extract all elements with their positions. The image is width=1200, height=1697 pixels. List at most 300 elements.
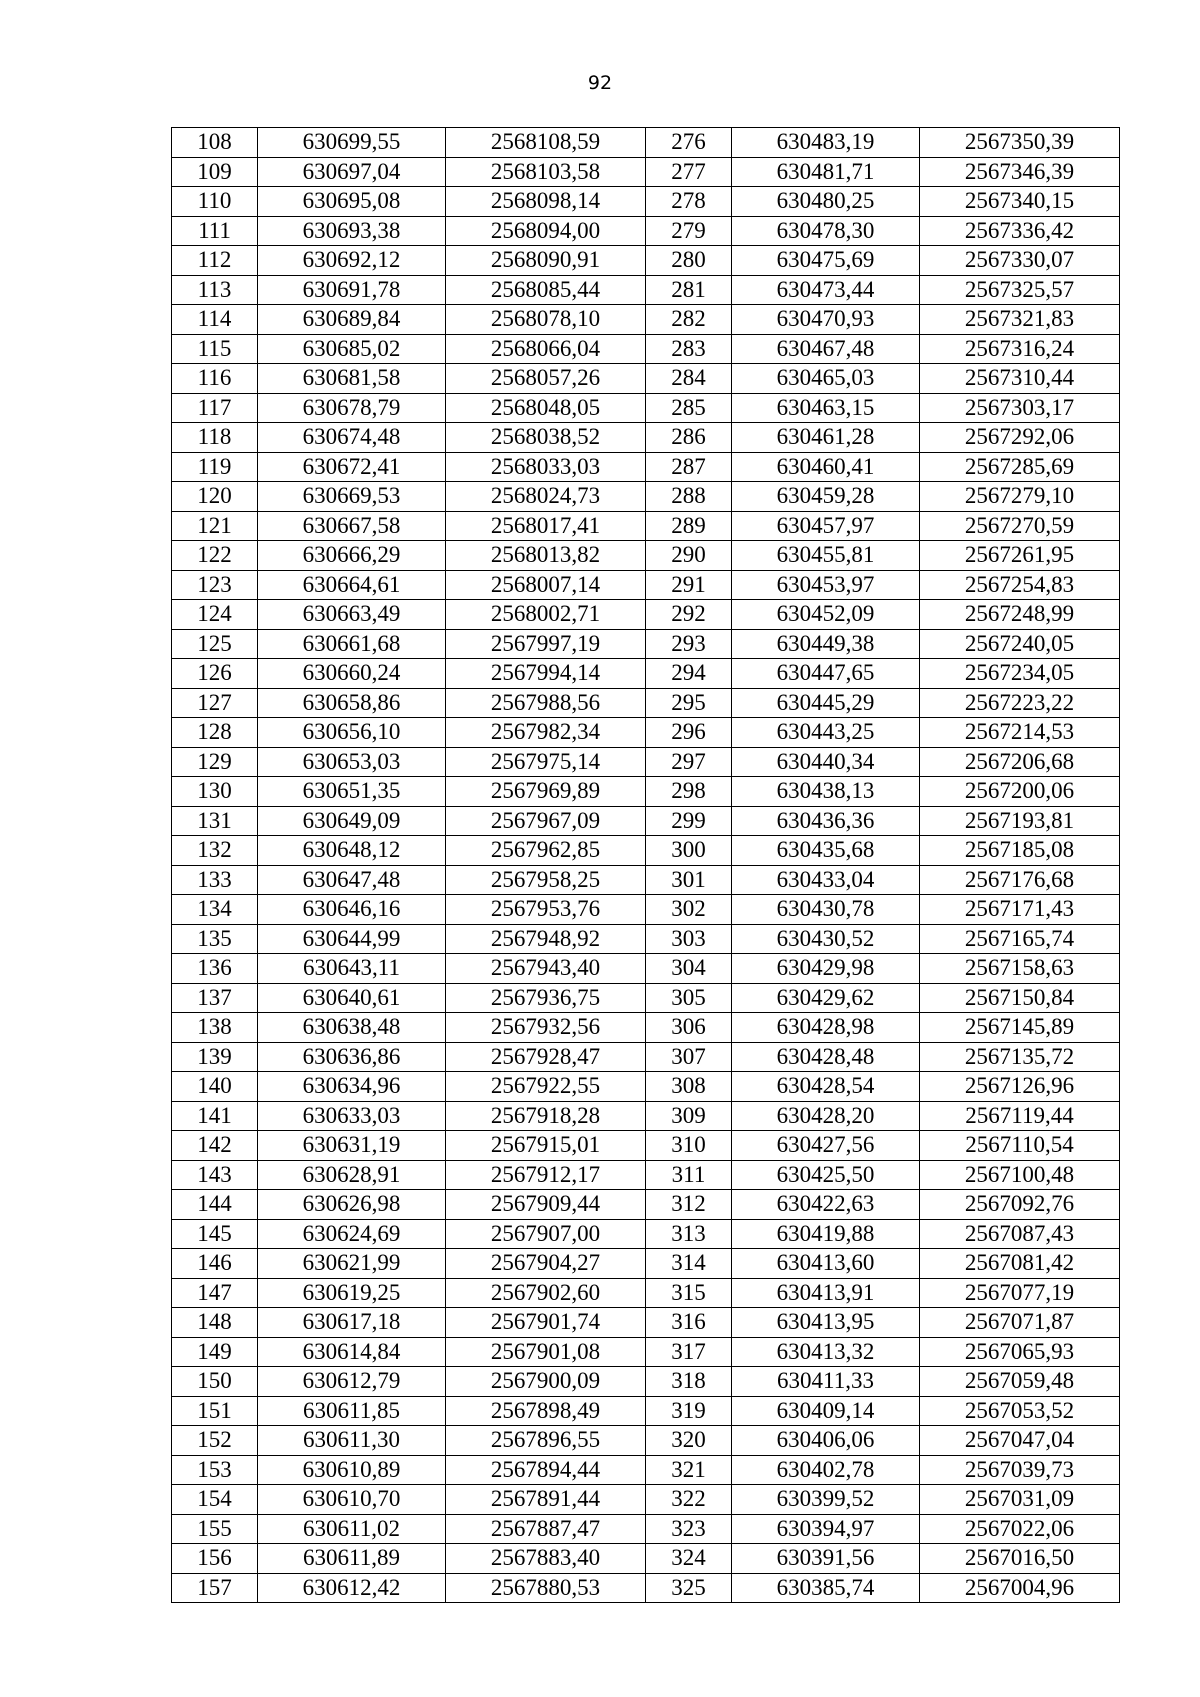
table-row (172, 1160, 1120, 1190)
x-coordinate-cell: 630473,44 (732, 275, 920, 305)
point-number-cell: 125 (172, 629, 258, 659)
x-coordinate-cell: 630449,38 (732, 629, 920, 659)
x-coordinate-cell: 630674,48 (258, 423, 446, 453)
table-row (172, 1367, 1120, 1397)
table-row (172, 659, 1120, 689)
table-row (172, 334, 1120, 364)
point-number-cell: 300 (646, 836, 732, 866)
y-coordinate-cell: 2568085,44 (446, 275, 646, 305)
y-coordinate-cell: 2567340,15 (920, 187, 1120, 217)
x-coordinate-cell: 630428,54 (732, 1072, 920, 1102)
point-number-cell: 305 (646, 983, 732, 1013)
table-row (172, 1308, 1120, 1338)
y-coordinate-cell: 2568017,41 (446, 511, 646, 541)
x-coordinate-cell: 630656,10 (258, 718, 446, 748)
x-coordinate-cell: 630612,42 (258, 1573, 446, 1603)
table-row (172, 1190, 1120, 1220)
table-row (172, 1485, 1120, 1515)
table-row (172, 305, 1120, 335)
table-row (172, 1426, 1120, 1456)
y-coordinate-cell: 2567110,54 (920, 1131, 1120, 1161)
table-row (172, 1455, 1120, 1485)
point-number-cell: 311 (646, 1160, 732, 1190)
table-row (172, 216, 1120, 246)
point-number-cell: 156 (172, 1544, 258, 1574)
y-coordinate-cell: 2567248,99 (920, 600, 1120, 630)
point-number-cell: 306 (646, 1013, 732, 1043)
point-number-cell: 131 (172, 806, 258, 836)
point-number-cell: 279 (646, 216, 732, 246)
point-number-cell: 316 (646, 1308, 732, 1338)
y-coordinate-cell: 2567967,09 (446, 806, 646, 836)
y-coordinate-cell: 2568048,05 (446, 393, 646, 423)
y-coordinate-cell: 2567065,93 (920, 1337, 1120, 1367)
point-number-cell: 129 (172, 747, 258, 777)
x-coordinate-cell: 630693,38 (258, 216, 446, 246)
table-row (172, 511, 1120, 541)
point-number-cell: 323 (646, 1514, 732, 1544)
point-number-cell: 145 (172, 1219, 258, 1249)
y-coordinate-cell: 2567336,42 (920, 216, 1120, 246)
y-coordinate-cell: 2567004,96 (920, 1573, 1120, 1603)
table-row (172, 423, 1120, 453)
y-coordinate-cell: 2567261,95 (920, 541, 1120, 571)
table-row (172, 275, 1120, 305)
y-coordinate-cell: 2567912,17 (446, 1160, 646, 1190)
point-number-cell: 277 (646, 157, 732, 187)
point-number-cell: 157 (172, 1573, 258, 1603)
point-number-cell: 309 (646, 1101, 732, 1131)
y-coordinate-cell: 2567303,17 (920, 393, 1120, 423)
point-number-cell: 123 (172, 570, 258, 600)
x-coordinate-cell: 630429,62 (732, 983, 920, 1013)
point-number-cell: 313 (646, 1219, 732, 1249)
y-coordinate-cell: 2567081,42 (920, 1249, 1120, 1279)
table-row (172, 1042, 1120, 1072)
y-coordinate-cell: 2567171,43 (920, 895, 1120, 925)
x-coordinate-cell: 630669,53 (258, 482, 446, 512)
y-coordinate-cell: 2567100,48 (920, 1160, 1120, 1190)
point-number-cell: 149 (172, 1337, 258, 1367)
y-coordinate-cell: 2567310,44 (920, 364, 1120, 394)
point-number-cell: 109 (172, 157, 258, 187)
x-coordinate-cell: 630633,03 (258, 1101, 446, 1131)
point-number-cell: 152 (172, 1426, 258, 1456)
point-number-cell: 321 (646, 1455, 732, 1485)
y-coordinate-cell: 2567016,50 (920, 1544, 1120, 1574)
x-coordinate-cell: 630691,78 (258, 275, 446, 305)
y-coordinate-cell: 2567158,63 (920, 954, 1120, 984)
y-coordinate-cell: 2567918,28 (446, 1101, 646, 1131)
table-row (172, 128, 1120, 158)
point-number-cell: 117 (172, 393, 258, 423)
table-row (172, 1131, 1120, 1161)
point-number-cell: 120 (172, 482, 258, 512)
x-coordinate-cell: 630663,49 (258, 600, 446, 630)
y-coordinate-cell: 2567350,39 (920, 128, 1120, 158)
point-number-cell: 319 (646, 1396, 732, 1426)
point-number-cell: 124 (172, 600, 258, 630)
y-coordinate-cell: 2567039,73 (920, 1455, 1120, 1485)
x-coordinate-cell: 630457,97 (732, 511, 920, 541)
x-coordinate-cell: 630385,74 (732, 1573, 920, 1603)
x-coordinate-cell: 630695,08 (258, 187, 446, 217)
x-coordinate-cell: 630455,81 (732, 541, 920, 571)
x-coordinate-cell: 630443,25 (732, 718, 920, 748)
table-row (172, 1072, 1120, 1102)
x-coordinate-cell: 630628,91 (258, 1160, 446, 1190)
point-number-cell: 322 (646, 1485, 732, 1515)
point-number-cell: 155 (172, 1514, 258, 1544)
table-row (172, 1278, 1120, 1308)
y-coordinate-cell: 2567316,24 (920, 334, 1120, 364)
x-coordinate-cell: 630409,14 (732, 1396, 920, 1426)
y-coordinate-cell: 2567969,89 (446, 777, 646, 807)
y-coordinate-cell: 2567240,05 (920, 629, 1120, 659)
y-coordinate-cell: 2567126,96 (920, 1072, 1120, 1102)
x-coordinate-cell: 630611,02 (258, 1514, 446, 1544)
coordinates-table-body (172, 128, 1120, 1603)
point-number-cell: 119 (172, 452, 258, 482)
point-number-cell: 293 (646, 629, 732, 659)
point-number-cell: 283 (646, 334, 732, 364)
point-number-cell: 324 (646, 1544, 732, 1574)
table-row (172, 1337, 1120, 1367)
y-coordinate-cell: 2567894,44 (446, 1455, 646, 1485)
point-number-cell: 299 (646, 806, 732, 836)
table-row (172, 954, 1120, 984)
table-row (172, 747, 1120, 777)
y-coordinate-cell: 2567997,19 (446, 629, 646, 659)
point-number-cell: 141 (172, 1101, 258, 1131)
table-row (172, 452, 1120, 482)
point-number-cell: 134 (172, 895, 258, 925)
point-number-cell: 140 (172, 1072, 258, 1102)
y-coordinate-cell: 2567200,06 (920, 777, 1120, 807)
point-number-cell: 147 (172, 1278, 258, 1308)
x-coordinate-cell: 630447,65 (732, 659, 920, 689)
x-coordinate-cell: 630614,84 (258, 1337, 446, 1367)
x-coordinate-cell: 630610,70 (258, 1485, 446, 1515)
point-number-cell: 304 (646, 954, 732, 984)
table-row (172, 983, 1120, 1013)
x-coordinate-cell: 630611,30 (258, 1426, 446, 1456)
x-coordinate-cell: 630643,11 (258, 954, 446, 984)
point-number-cell: 110 (172, 187, 258, 217)
x-coordinate-cell: 630470,93 (732, 305, 920, 335)
table-row (172, 718, 1120, 748)
table-row (172, 393, 1120, 423)
point-number-cell: 136 (172, 954, 258, 984)
table-row (172, 895, 1120, 925)
point-number-cell: 317 (646, 1337, 732, 1367)
x-coordinate-cell: 630480,25 (732, 187, 920, 217)
x-coordinate-cell: 630666,29 (258, 541, 446, 571)
point-number-cell: 148 (172, 1308, 258, 1338)
y-coordinate-cell: 2568013,82 (446, 541, 646, 571)
point-number-cell: 314 (646, 1249, 732, 1279)
y-coordinate-cell: 2567904,27 (446, 1249, 646, 1279)
x-coordinate-cell: 630685,02 (258, 334, 446, 364)
x-coordinate-cell: 630649,09 (258, 806, 446, 836)
point-number-cell: 133 (172, 865, 258, 895)
point-number-cell: 281 (646, 275, 732, 305)
x-coordinate-cell: 630475,69 (732, 246, 920, 276)
y-coordinate-cell: 2567150,84 (920, 983, 1120, 1013)
x-coordinate-cell: 630428,48 (732, 1042, 920, 1072)
x-coordinate-cell: 630445,29 (732, 688, 920, 718)
y-coordinate-cell: 2567292,06 (920, 423, 1120, 453)
x-coordinate-cell: 630459,28 (732, 482, 920, 512)
point-number-cell: 289 (646, 511, 732, 541)
y-coordinate-cell: 2567901,74 (446, 1308, 646, 1338)
y-coordinate-cell: 2567932,56 (446, 1013, 646, 1043)
x-coordinate-cell: 630638,48 (258, 1013, 446, 1043)
x-coordinate-cell: 630621,99 (258, 1249, 446, 1279)
y-coordinate-cell: 2567279,10 (920, 482, 1120, 512)
x-coordinate-cell: 630391,56 (732, 1544, 920, 1574)
x-coordinate-cell: 630435,68 (732, 836, 920, 866)
x-coordinate-cell: 630430,78 (732, 895, 920, 925)
y-coordinate-cell: 2567145,89 (920, 1013, 1120, 1043)
x-coordinate-cell: 630653,03 (258, 747, 446, 777)
x-coordinate-cell: 630617,18 (258, 1308, 446, 1338)
table-row (172, 364, 1120, 394)
y-coordinate-cell: 2567330,07 (920, 246, 1120, 276)
x-coordinate-cell: 630660,24 (258, 659, 446, 689)
point-number-cell: 307 (646, 1042, 732, 1072)
point-number-cell: 151 (172, 1396, 258, 1426)
y-coordinate-cell: 2568038,52 (446, 423, 646, 453)
y-coordinate-cell: 2568094,00 (446, 216, 646, 246)
x-coordinate-cell: 630612,79 (258, 1367, 446, 1397)
point-number-cell: 111 (172, 216, 258, 246)
y-coordinate-cell: 2568098,14 (446, 187, 646, 217)
y-coordinate-cell: 2567953,76 (446, 895, 646, 925)
y-coordinate-cell: 2567193,81 (920, 806, 1120, 836)
x-coordinate-cell: 630626,98 (258, 1190, 446, 1220)
point-number-cell: 276 (646, 128, 732, 158)
y-coordinate-cell: 2567915,01 (446, 1131, 646, 1161)
point-number-cell: 303 (646, 924, 732, 954)
table-row (172, 836, 1120, 866)
point-number-cell: 295 (646, 688, 732, 718)
point-number-cell: 132 (172, 836, 258, 866)
y-coordinate-cell: 2567898,49 (446, 1396, 646, 1426)
x-coordinate-cell: 630438,13 (732, 777, 920, 807)
y-coordinate-cell: 2567891,44 (446, 1485, 646, 1515)
point-number-cell: 146 (172, 1249, 258, 1279)
y-coordinate-cell: 2567928,47 (446, 1042, 646, 1072)
x-coordinate-cell: 630658,86 (258, 688, 446, 718)
y-coordinate-cell: 2568024,73 (446, 482, 646, 512)
y-coordinate-cell: 2567346,39 (920, 157, 1120, 187)
point-number-cell: 282 (646, 305, 732, 335)
point-number-cell: 285 (646, 393, 732, 423)
point-number-cell: 301 (646, 865, 732, 895)
x-coordinate-cell: 630699,55 (258, 128, 446, 158)
y-coordinate-cell: 2567059,48 (920, 1367, 1120, 1397)
table-row (172, 688, 1120, 718)
point-number-cell: 115 (172, 334, 258, 364)
x-coordinate-cell: 630681,58 (258, 364, 446, 394)
y-coordinate-cell: 2567883,40 (446, 1544, 646, 1574)
y-coordinate-cell: 2567962,85 (446, 836, 646, 866)
point-number-cell: 135 (172, 924, 258, 954)
table-row (172, 482, 1120, 512)
x-coordinate-cell: 630453,97 (732, 570, 920, 600)
x-coordinate-cell: 630461,28 (732, 423, 920, 453)
y-coordinate-cell: 2567943,40 (446, 954, 646, 984)
x-coordinate-cell: 630463,15 (732, 393, 920, 423)
y-coordinate-cell: 2567223,22 (920, 688, 1120, 718)
x-coordinate-cell: 630429,98 (732, 954, 920, 984)
y-coordinate-cell: 2567285,69 (920, 452, 1120, 482)
point-number-cell: 325 (646, 1573, 732, 1603)
point-number-cell: 310 (646, 1131, 732, 1161)
table-row (172, 1013, 1120, 1043)
x-coordinate-cell: 630651,35 (258, 777, 446, 807)
point-number-cell: 137 (172, 983, 258, 1013)
point-number-cell: 130 (172, 777, 258, 807)
y-coordinate-cell: 2568057,26 (446, 364, 646, 394)
point-number-cell: 126 (172, 659, 258, 689)
point-number-cell: 280 (646, 246, 732, 276)
y-coordinate-cell: 2567982,34 (446, 718, 646, 748)
y-coordinate-cell: 2567234,05 (920, 659, 1120, 689)
y-coordinate-cell: 2567975,14 (446, 747, 646, 777)
y-coordinate-cell: 2567185,08 (920, 836, 1120, 866)
y-coordinate-cell: 2567206,68 (920, 747, 1120, 777)
x-coordinate-cell: 630411,33 (732, 1367, 920, 1397)
table-row (172, 187, 1120, 217)
point-number-cell: 315 (646, 1278, 732, 1308)
point-number-cell: 312 (646, 1190, 732, 1220)
point-number-cell: 288 (646, 482, 732, 512)
point-number-cell: 302 (646, 895, 732, 925)
coordinates-table (171, 127, 1120, 1603)
point-number-cell: 114 (172, 305, 258, 335)
point-number-cell: 118 (172, 423, 258, 453)
y-coordinate-cell: 2567087,43 (920, 1219, 1120, 1249)
x-coordinate-cell: 630413,32 (732, 1337, 920, 1367)
point-number-cell: 296 (646, 718, 732, 748)
x-coordinate-cell: 630394,97 (732, 1514, 920, 1544)
y-coordinate-cell: 2567900,09 (446, 1367, 646, 1397)
y-coordinate-cell: 2567902,60 (446, 1278, 646, 1308)
x-coordinate-cell: 630648,12 (258, 836, 446, 866)
x-coordinate-cell: 630692,12 (258, 246, 446, 276)
y-coordinate-cell: 2567325,57 (920, 275, 1120, 305)
point-number-cell: 142 (172, 1131, 258, 1161)
y-coordinate-cell: 2567176,68 (920, 865, 1120, 895)
y-coordinate-cell: 2568090,91 (446, 246, 646, 276)
y-coordinate-cell: 2567077,19 (920, 1278, 1120, 1308)
point-number-cell: 113 (172, 275, 258, 305)
x-coordinate-cell: 630678,79 (258, 393, 446, 423)
y-coordinate-cell: 2567896,55 (446, 1426, 646, 1456)
table-row (172, 806, 1120, 836)
y-coordinate-cell: 2568066,04 (446, 334, 646, 364)
y-coordinate-cell: 2568002,71 (446, 600, 646, 630)
y-coordinate-cell: 2567092,76 (920, 1190, 1120, 1220)
table-row (172, 629, 1120, 659)
point-number-cell: 298 (646, 777, 732, 807)
page-number: 92 (587, 72, 613, 94)
x-coordinate-cell: 630422,63 (732, 1190, 920, 1220)
x-coordinate-cell: 630406,06 (732, 1426, 920, 1456)
y-coordinate-cell: 2567047,04 (920, 1426, 1120, 1456)
x-coordinate-cell: 630428,20 (732, 1101, 920, 1131)
y-coordinate-cell: 2567053,52 (920, 1396, 1120, 1426)
x-coordinate-cell: 630624,69 (258, 1219, 446, 1249)
y-coordinate-cell: 2567887,47 (446, 1514, 646, 1544)
x-coordinate-cell: 630697,04 (258, 157, 446, 187)
table-row (172, 1573, 1120, 1603)
point-number-cell: 287 (646, 452, 732, 482)
x-coordinate-cell: 630483,19 (732, 128, 920, 158)
table-row (172, 777, 1120, 807)
point-number-cell: 112 (172, 246, 258, 276)
point-number-cell: 116 (172, 364, 258, 394)
y-coordinate-cell: 2567922,55 (446, 1072, 646, 1102)
point-number-cell: 308 (646, 1072, 732, 1102)
y-coordinate-cell: 2567880,53 (446, 1573, 646, 1603)
y-coordinate-cell: 2567994,14 (446, 659, 646, 689)
table-row (172, 865, 1120, 895)
x-coordinate-cell: 630399,52 (732, 1485, 920, 1515)
table-row (172, 600, 1120, 630)
y-coordinate-cell: 2567119,44 (920, 1101, 1120, 1131)
x-coordinate-cell: 630611,89 (258, 1544, 446, 1574)
y-coordinate-cell: 2567031,09 (920, 1485, 1120, 1515)
y-coordinate-cell: 2567907,00 (446, 1219, 646, 1249)
point-number-cell: 290 (646, 541, 732, 571)
x-coordinate-cell: 630433,04 (732, 865, 920, 895)
x-coordinate-cell: 630610,89 (258, 1455, 446, 1485)
table-row (172, 1101, 1120, 1131)
point-number-cell: 127 (172, 688, 258, 718)
point-number-cell: 143 (172, 1160, 258, 1190)
point-number-cell: 318 (646, 1367, 732, 1397)
x-coordinate-cell: 630413,60 (732, 1249, 920, 1279)
point-number-cell: 122 (172, 541, 258, 571)
table-row (172, 1514, 1120, 1544)
y-coordinate-cell: 2567135,72 (920, 1042, 1120, 1072)
point-number-cell: 121 (172, 511, 258, 541)
y-coordinate-cell: 2567988,56 (446, 688, 646, 718)
point-number-cell: 139 (172, 1042, 258, 1072)
x-coordinate-cell: 630647,48 (258, 865, 446, 895)
x-coordinate-cell: 630631,19 (258, 1131, 446, 1161)
table-row (172, 924, 1120, 954)
x-coordinate-cell: 630402,78 (732, 1455, 920, 1485)
point-number-cell: 291 (646, 570, 732, 600)
point-number-cell: 278 (646, 187, 732, 217)
point-number-cell: 297 (646, 747, 732, 777)
y-coordinate-cell: 2568007,14 (446, 570, 646, 600)
x-coordinate-cell: 630436,36 (732, 806, 920, 836)
x-coordinate-cell: 630634,96 (258, 1072, 446, 1102)
x-coordinate-cell: 630646,16 (258, 895, 446, 925)
point-number-cell: 284 (646, 364, 732, 394)
x-coordinate-cell: 630619,25 (258, 1278, 446, 1308)
x-coordinate-cell: 630478,30 (732, 216, 920, 246)
x-coordinate-cell: 630427,56 (732, 1131, 920, 1161)
point-number-cell: 150 (172, 1367, 258, 1397)
y-coordinate-cell: 2568078,10 (446, 305, 646, 335)
y-coordinate-cell: 2567936,75 (446, 983, 646, 1013)
